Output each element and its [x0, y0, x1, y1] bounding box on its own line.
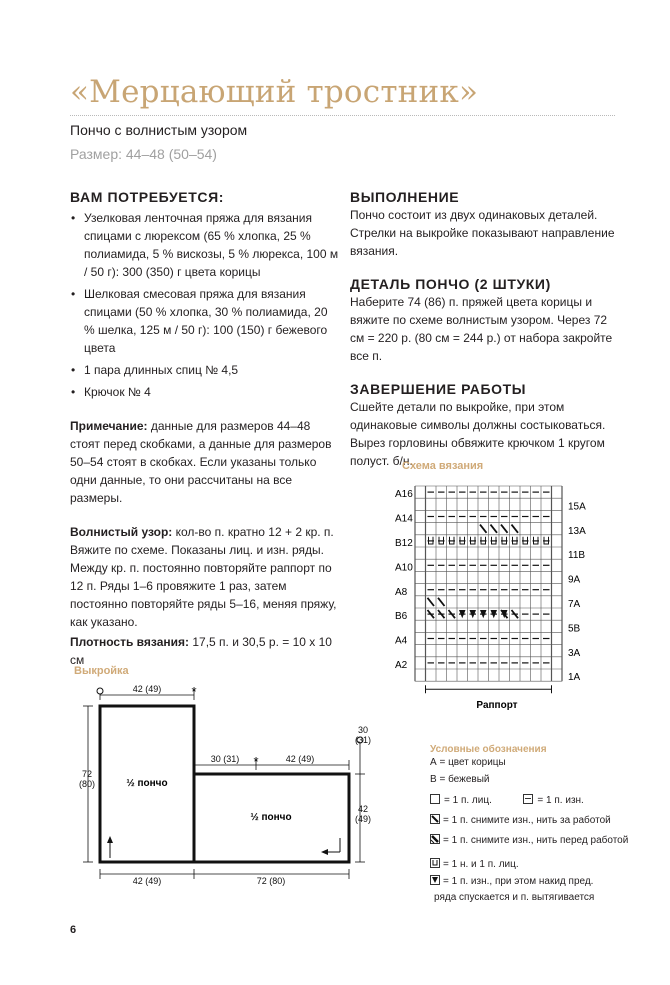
row-label-left: A14 [395, 513, 413, 525]
dropped-stitch-icon [430, 875, 440, 885]
row-label-right: 1A [568, 672, 581, 684]
needs-heading: ВАМ ПОТРЕБУЕТСЯ: [70, 189, 225, 205]
dim-mid-left: 30 (31) [210, 754, 240, 764]
finishing-heading: ЗАВЕРШЕНИЕ РАБОТЫ [350, 381, 527, 397]
half-poncho-label: ½ пончо [250, 812, 292, 823]
purl-symbol-icon [523, 794, 533, 804]
legend-slip-back: = 1 п. снимите изн., нить за работой [443, 815, 611, 826]
legend-row-slip-front [430, 834, 629, 848]
pattern-label: Волнистый узор: [70, 525, 173, 539]
note-paragraph [70, 417, 340, 507]
legend-row-slip-back [430, 814, 615, 828]
needs-item: • Шелковая смесовая пряжа для вязания спицами (50 % хлопка, 30 % полиамида, 20 % шелка, 125 м / 50 г): 100 (150) г бежевого цвета [70, 285, 340, 357]
legend-slip-front: = 1 п. снимите изн., нить перед работой [443, 835, 629, 846]
row-label-right: 5B [568, 623, 581, 635]
page-title: «Мерцающий тростник» [70, 74, 479, 110]
pattern-text: кол-во п. кратно 12 + 2 кр. п. Вяжите по схеме. Показаны лиц. и изн. ряды. Между кр. п. постоянно повторяйте раппорт по 12 п. Ряды 1–6 провяжите 1 раз, затем постоянно повторяйте ряды 5–16, меняя пряжу, как указано. [70, 525, 337, 629]
row-label-left: B6 [395, 611, 408, 623]
row-label-left: B12 [395, 538, 413, 549]
schematic-label: Выкройка [74, 665, 129, 677]
dim-left-height-alt: (80) [78, 779, 96, 789]
legend-knit-pair: = 1 н. и 1 п. лиц. [443, 859, 519, 870]
legend-row-drop [430, 875, 615, 889]
dim-left-height: 72 [81, 769, 93, 779]
knit-direction-arrow-icon [321, 849, 328, 855]
row-labels-left [395, 489, 413, 671]
row-label-right: 11B [568, 550, 586, 562]
legend-title: Условные обозначения [430, 744, 547, 755]
row-label-left: A4 [395, 635, 408, 647]
legend-drop-1: = 1 п. изн., при этом накид пред. [443, 876, 594, 887]
dim-bottom-right: 72 (80) [256, 876, 286, 886]
legend [430, 756, 629, 905]
page-number: 6 [70, 924, 77, 936]
needs-item: • Узелковая ленточная пряжа для вязания спицами с люрексом (65 % хлопка, 25 % полиамида, 5 % вискозы, 5 % люрекса, 100 м / 50 г): 300 (350) г цвета корицы [70, 209, 340, 281]
note-text: данные для размеров 44–48 стоят перед скобками, а данные для размеров 50–54 стоят в скобках. Если указаны только одни данные, то они рассчитаны на все размеры. [70, 419, 332, 505]
detail-heading: ДЕТАЛЬ ПОНЧО (2 ШТУКИ) [350, 276, 551, 292]
knit-symbol-icon [430, 794, 440, 804]
needs-list [70, 209, 340, 401]
subtitle: Пончо с волнистым узором [70, 122, 248, 138]
legend-row-knit-purl [430, 794, 615, 808]
star-marker-icon: * [253, 754, 259, 769]
gauge-label: Плотность вязания: [70, 635, 190, 649]
legend-knit: = 1 п. лиц. [444, 795, 492, 806]
needs-item: • Крючок № 4 [70, 383, 340, 401]
execution-text: Пончо состоит из двух одинаковых деталей. Стрелки на выкройке показывают направление вязания. [350, 208, 615, 258]
dim-mid-right: 42 (49) [285, 754, 315, 764]
knitting-chart [385, 478, 610, 718]
execution-heading: ВЫПОЛНЕНИЕ [350, 189, 460, 205]
row-label-right: 13A [568, 525, 586, 537]
row-label-right: 15A [568, 501, 586, 513]
row-label-left: A10 [395, 562, 413, 574]
poncho-schematic [60, 680, 390, 895]
row-label-left: A2 [395, 660, 408, 671]
needs-item: • 1 пара длинных спиц № 4,5 [70, 361, 340, 379]
dim-top-left: 42 (49) [132, 684, 162, 694]
slip-back-icon [430, 814, 440, 824]
legend-purl: = 1 п. изн. [537, 795, 584, 806]
left-column [70, 188, 340, 669]
dim-right-top-alt: (31) [354, 735, 372, 745]
half-poncho-label: ½ пончо [126, 778, 168, 789]
chart-grid [415, 486, 562, 693]
row-labels-right [568, 501, 586, 683]
legend-row-knit-pair [430, 858, 615, 872]
legend-drop-2: ряда спускается и п. вытягивается [434, 892, 595, 903]
schema-label: Схема вязания [402, 460, 484, 472]
repeat-label: Раппорт [476, 700, 518, 711]
knit-direction-arrow-icon [107, 836, 113, 843]
dim-bottom-left: 42 (49) [132, 876, 162, 886]
legend-color-b: В = бежевый [430, 774, 490, 785]
legend-color-a: А = цвет корицы [430, 757, 506, 768]
row-label-right: 3A [568, 647, 581, 659]
finishing-text: Сшейте детали по выкройке, при этом одинаковые символы должны состыковаться. Вырез горловины обвяжите крючком 1 кругом полуст. б/н. [350, 400, 606, 468]
row-label-right: 7A [568, 599, 581, 610]
circle-marker-icon [97, 688, 103, 694]
row-label-left: A16 [395, 489, 413, 501]
size-line: Размер: 44–48 (50–54) [70, 146, 217, 162]
right-column [350, 188, 615, 470]
slip-front-icon [430, 834, 440, 844]
detail-text: Наберите 74 (86) п. пряжей цвета корицы и вяжите по схеме волнистым узором. Через 72 см = 220 р. (80 см = 244 р.) от набора закройте все п. [350, 295, 613, 363]
row-label-left: A8 [395, 586, 408, 598]
note-label: Примечание: [70, 419, 148, 433]
dim-right-mid-alt: (49) [354, 814, 372, 824]
star-marker-icon: * [191, 684, 197, 699]
pattern-paragraph [70, 523, 340, 631]
dim-right-mid: 42 [357, 804, 369, 814]
gauge-text: 17,5 п. и 30,5 р. = 10 х 10 см [70, 635, 332, 667]
dim-right-top: 30 [357, 725, 369, 735]
row-label-right: 9A [568, 574, 581, 586]
knit-pair-icon [430, 858, 440, 868]
title-divider [70, 115, 615, 116]
